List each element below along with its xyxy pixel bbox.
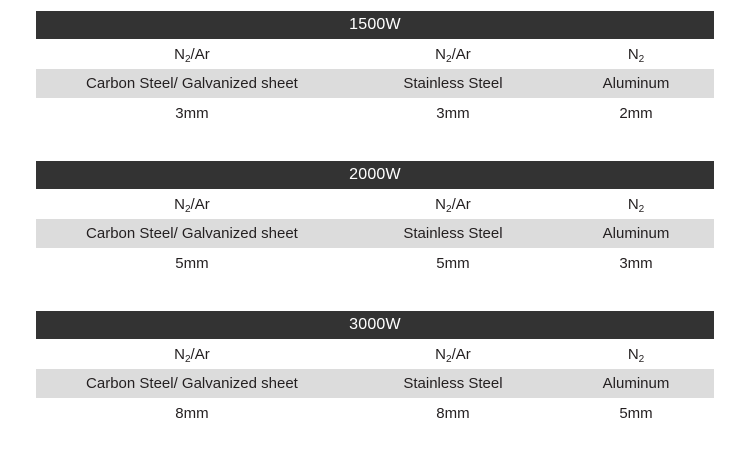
thickness-cell-stainless-steel: 3mm xyxy=(436,105,470,122)
material-cell-carbon-steel: Carbon Steel/ Galvanized sheet xyxy=(86,75,298,92)
gas-cell-carbon-steel: $N_2/Ar$ xyxy=(174,195,210,215)
gas-cell-carbon-steel: $N_2/Ar$ xyxy=(174,45,210,65)
thickness-cell-aluminum: 3mm xyxy=(619,255,653,272)
material-cell-carbon-steel: Carbon Steel/ Galvanized sheet xyxy=(86,225,298,242)
gas-cell-carbon-steel: $N_2/Ar$ xyxy=(174,345,210,365)
material-cell-carbon-steel: Carbon Steel/ Galvanized sheet xyxy=(86,375,298,392)
material-cell-aluminum: Aluminum xyxy=(602,75,670,92)
gas-row xyxy=(36,189,714,219)
power-header: 3000W xyxy=(36,311,714,339)
material-row xyxy=(36,69,714,98)
material-cell-aluminum: Aluminum xyxy=(602,375,670,392)
gas-row xyxy=(36,339,714,369)
thickness-cell-stainless-steel: 5mm xyxy=(436,255,470,272)
material-row xyxy=(36,219,714,248)
gas-cell-stainless-steel: $N_2/Ar$ xyxy=(435,45,471,65)
gas-cell-aluminum: $N_2$ xyxy=(627,345,645,365)
material-cell-stainless-steel: Stainless Steel xyxy=(403,225,503,242)
thickness-cell-carbon-steel: 8mm xyxy=(175,405,209,422)
top-spacer xyxy=(36,0,714,11)
thickness-cell-carbon-steel: 3mm xyxy=(175,105,209,122)
thickness-cell-carbon-steel: 5mm xyxy=(175,255,209,272)
thickness-cell-stainless-steel: 8mm xyxy=(436,405,470,422)
gas-cell-stainless-steel: $N_2/Ar$ xyxy=(435,195,471,215)
thickness-row xyxy=(36,398,714,429)
material-cell-stainless-steel: Stainless Steel xyxy=(403,375,503,392)
material-cell-aluminum: Aluminum xyxy=(602,225,670,242)
thickness-cell-aluminum: 2mm xyxy=(619,105,653,122)
power-header: 2000W xyxy=(36,161,714,189)
power-block-2000w xyxy=(36,161,714,279)
gas-row xyxy=(36,39,714,69)
gas-cell-aluminum: $N_2$ xyxy=(627,195,645,215)
power-block-3000w xyxy=(36,311,714,429)
material-cell-stainless-steel: Stainless Steel xyxy=(403,75,503,92)
power-header: 1500W xyxy=(36,11,714,39)
material-row xyxy=(36,369,714,398)
gas-cell-aluminum: $N_2$ xyxy=(627,45,645,65)
power-block-1500w xyxy=(36,11,714,129)
thickness-row xyxy=(36,248,714,279)
thickness-row xyxy=(36,98,714,129)
gas-cell-stainless-steel: $N_2/Ar$ xyxy=(435,345,471,365)
thickness-cell-aluminum: 5mm xyxy=(619,405,653,422)
